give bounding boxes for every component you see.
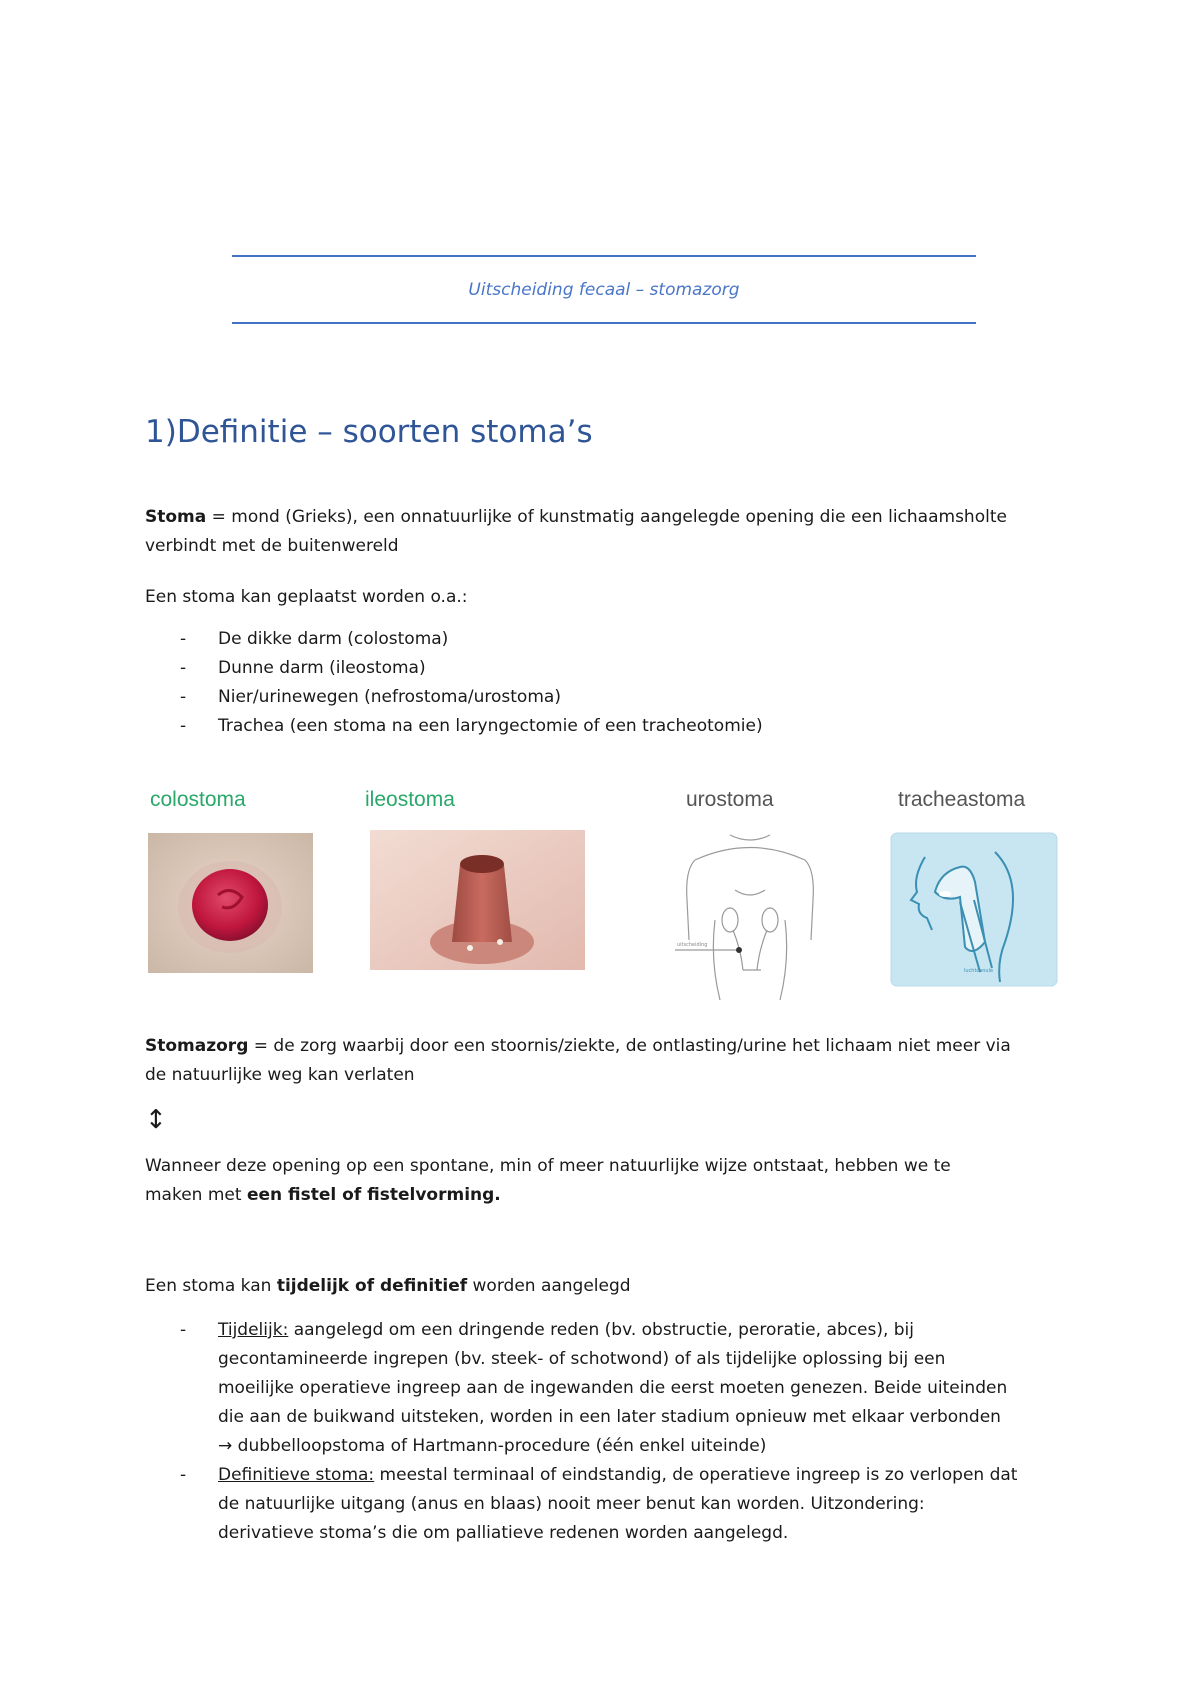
temporary-term: tijdelijk of definitief [276, 1276, 468, 1296]
stomazorg-text: = de zorg waarbij door een stoornis/ziekte, de ontlasting/urine het lichaam niet meer via [248, 1036, 1011, 1056]
urostoma-title: urostoma [686, 788, 774, 811]
colostoma-image [148, 833, 313, 973]
tracheastoma-image [890, 832, 1058, 987]
section-heading: 1)Definitie – soorten stoma’s [145, 414, 593, 450]
ileostoma-image [370, 830, 585, 970]
tijdelijk-label: Tijdelijk: [218, 1320, 289, 1340]
header-rule-top [232, 255, 976, 257]
fistel-line-2: maken met [145, 1185, 247, 1205]
stomazorg-text-2: de natuurlijke weg kan verlaten [145, 1065, 415, 1085]
stomazorg-term: Stomazorg [145, 1036, 249, 1056]
fistel-line-1: Wanneer deze opening op een spontane, min of meer natuurlijke wijze ontstaat, hebben we te [145, 1156, 951, 1176]
definitief-label: Definitieve stoma: [218, 1465, 375, 1485]
right-arrow-icon: → [218, 1436, 233, 1456]
stoma-definition-text: = mond (Grieks), een onnatuurlijke of kunstmatig aangelegde opening die een lichaamsholte [206, 507, 1007, 527]
urostoma-label: uitscheiding [677, 942, 708, 948]
stoma-definition [145, 503, 1065, 561]
placement-list [180, 625, 1070, 741]
colostoma-title: colostoma [150, 788, 246, 811]
ileostoma-title: ileostoma [365, 788, 455, 811]
fistel-term: een fistel of fistelvorming. [246, 1185, 501, 1205]
document-subtitle: Uitscheiding fecaal – stomazorg [468, 280, 740, 300]
list-item: - De dikke darm (colostoma) [180, 629, 449, 649]
tracheastoma-title: tracheastoma [898, 788, 1026, 811]
stomazorg-definition [145, 1032, 1065, 1090]
header-rule-bottom [232, 322, 976, 324]
stoma-types-list [180, 1316, 1070, 1548]
urostoma-image [675, 830, 825, 1000]
list-item: - Nier/urinewegen (nefrostoma/urostoma) [180, 687, 561, 707]
placement-intro: Een stoma kan geplaatst worden o.a.: [145, 587, 468, 607]
temporary-intro: Een stoma kan tijdelijk of definitief worden aangelegd [145, 1276, 631, 1296]
up-down-arrow-icon: ↕ [145, 1105, 167, 1135]
list-item-tijdelijk: - Tijdelijk: aangelegd om een dringende reden (bv. obstructie, peroratie, abces), bij gecontamineerde ingrepen (bv. steek- of schotwond) of als tijdelijke oplossing bij een moeilijke operatieve ingreep aan de ingewanden die eerst moeten genezen. Beide uiteinden die aan de buikwand uitsteken, worden in een later stadium opnieuw met elkaar verbonden → dubbelloopstoma of Hartmann-procedure (één enkel uiteinde) [180, 1320, 1008, 1456]
list-item: - Dunne darm (ileostoma) [180, 658, 426, 678]
stoma-term: Stoma [145, 507, 207, 527]
fistel-paragraph [145, 1152, 1065, 1210]
tracheastoma-label: luchtcanule [964, 968, 994, 974]
list-item-definitief: - Definitieve stoma: meestal terminaal of eindstandig, de operatieve ingreep is zo verlopen dat de natuurlijke uitgang (anus en blaas) nooit meer benut kan worden. Uitzondering: derivatieve stoma’s die om palliatieve redenen worden aangelegd. [180, 1465, 1018, 1543]
list-item: - Trachea (een stoma na een laryngectomie of een tracheotomie) [180, 716, 763, 736]
stoma-definition-text-2: verbindt met de buitenwereld [145, 536, 399, 556]
